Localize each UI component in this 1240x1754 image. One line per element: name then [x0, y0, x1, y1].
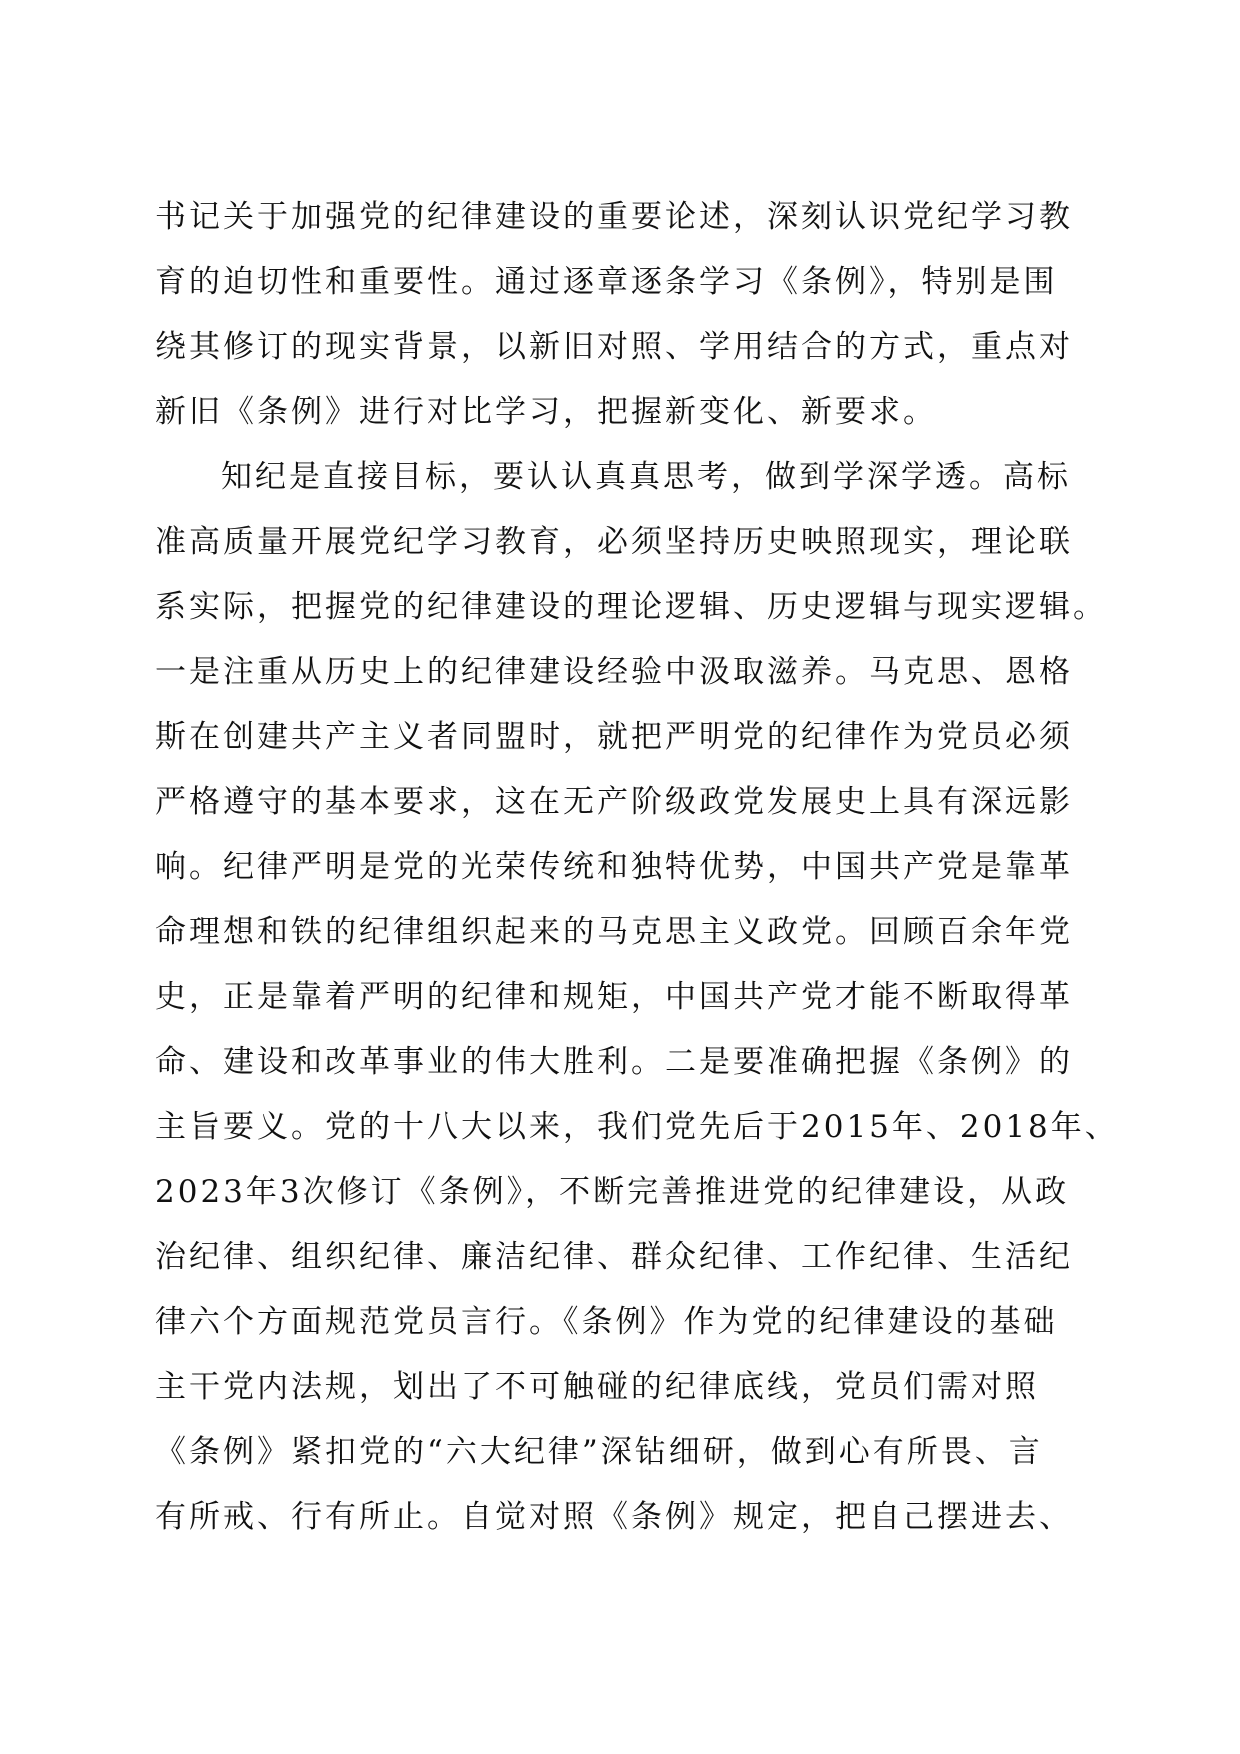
- text-line: 有所戒、行有所止。自觉对照《条例》规定，把自己摆进去、: [155, 1499, 1073, 1535]
- text-line: 书记关于加强党的纪律建设的重要论述，深刻认识党纪学习教: [155, 199, 1073, 235]
- text-line: 准高质量开展党纪学习教育，必须坚持历史映照现实，理论联: [155, 524, 1073, 560]
- text-line: 一是注重从历史上的纪律建设经验中汲取滋养。马克思、恩格: [155, 654, 1073, 690]
- text-line: 命、建设和改革事业的伟大胜利。二是要准确把握《条例》的: [155, 1044, 1073, 1080]
- text-line: 主旨要义。党的十八大以来，我们党先后于2015年、2018年、: [155, 1109, 1119, 1145]
- text-line: 主干党内法规，划出了不可触碰的纪律底线，党员们需对照: [155, 1369, 1039, 1405]
- text-line: 育的迫切性和重要性。通过逐章逐条学习《条例》，特别是围: [155, 264, 1058, 300]
- text-line: 治纪律、组织纪律、廉洁纪律、群众纪律、工作纪律、生活纪: [155, 1239, 1073, 1275]
- text-line: 绕其修订的现实背景，以新旧对照、学用结合的方式，重点对: [155, 329, 1073, 365]
- text-line: 命理想和铁的纪律组织起来的马克思主义政党。回顾百余年党: [155, 914, 1073, 950]
- text-line: 响。纪律严明是党的光荣传统和独特优势，中国共产党是靠革: [155, 849, 1073, 885]
- text-line: 《条例》紧扣党的“六大纪律”深钻细研，做到心有所畏、言: [155, 1434, 1043, 1470]
- text-line: 律六个方面规范党员言行。《条例》作为党的纪律建设的基础: [155, 1304, 1058, 1340]
- text-line: 严格遵守的基本要求，这在无产阶级政党发展史上具有深远影: [155, 784, 1073, 820]
- paragraph-first-line: 知纪是直接目标，要认认真真思考，做到学深学透。高标: [221, 459, 1071, 495]
- body-text: [155, 185, 1119, 1550]
- text-line: 新旧《条例》进行对比学习，把握新变化、新要求。: [155, 394, 937, 430]
- text-line: 斯在创建共产主义者同盟时，就把严明党的纪律作为党员必须: [155, 719, 1073, 755]
- text-line: 2023年3次修订《条例》，不断完善推进党的纪律建设，从政: [155, 1174, 1070, 1210]
- text-line: 系实际，把握党的纪律建设的理论逻辑、历史逻辑与现实逻辑。: [155, 589, 1107, 625]
- text-line: 史，正是靠着严明的纪律和规矩，中国共产党才能不断取得革: [155, 979, 1073, 1015]
